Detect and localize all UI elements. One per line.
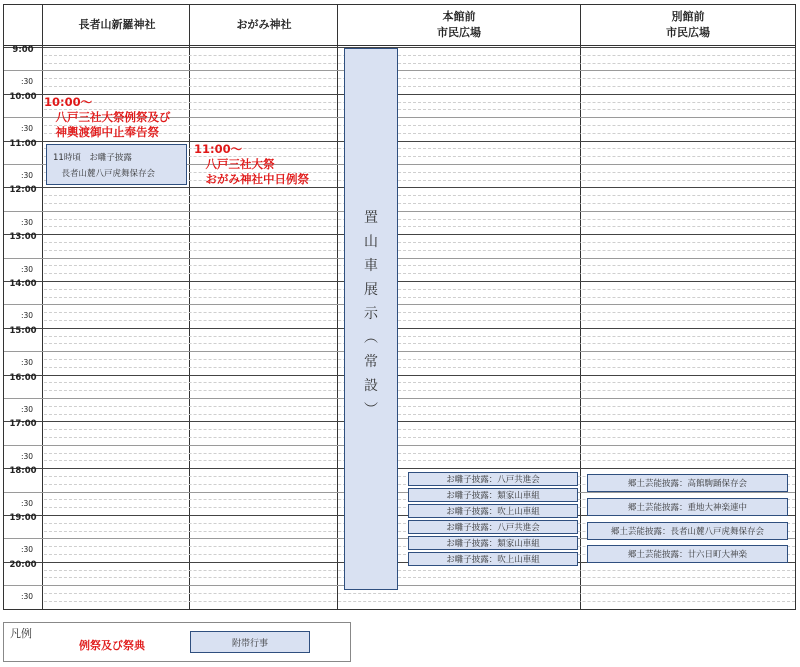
bekkan-item: 郷土芸能披露：重地大神楽連中 bbox=[587, 498, 788, 516]
row-subline bbox=[44, 273, 795, 274]
row-line bbox=[4, 258, 795, 259]
honkan-item: お囃子披露：八戸共進会 bbox=[408, 520, 578, 534]
time-label: 16:00 bbox=[9, 372, 37, 383]
festival-line: 11:00～ bbox=[194, 142, 243, 156]
column-header-bekkan bbox=[580, 5, 796, 45]
festival-event-ogami bbox=[194, 142, 309, 187]
row-subline bbox=[44, 453, 795, 454]
time-label: 18:00 bbox=[9, 466, 37, 477]
festival-line: 八戸三社大祭 bbox=[194, 157, 275, 171]
row-subline bbox=[44, 86, 795, 87]
vertical-char: 設 bbox=[364, 378, 378, 394]
honkan-item: お囃子披露：吹上山車組 bbox=[408, 552, 578, 566]
event-box-toramai bbox=[46, 144, 187, 185]
row-subline bbox=[44, 219, 795, 220]
vertical-char: 車 bbox=[364, 258, 378, 274]
time-label: 19:00 bbox=[9, 513, 37, 523]
row-subline bbox=[44, 367, 795, 368]
row-line bbox=[4, 375, 795, 376]
column-header-line1: 本館前 bbox=[442, 10, 476, 23]
time-label: :30 bbox=[20, 358, 34, 368]
legend-event-swatch bbox=[190, 631, 310, 653]
legend bbox=[3, 622, 351, 662]
festival-line: 10:00～ bbox=[44, 95, 93, 109]
time-label: :30 bbox=[20, 545, 34, 555]
row-line bbox=[4, 351, 795, 352]
event-line: 11時頃 お囃子披露 bbox=[53, 153, 132, 163]
row-line bbox=[4, 187, 795, 188]
row-subline bbox=[44, 78, 795, 79]
time-label: :30 bbox=[20, 124, 34, 134]
row-subline bbox=[44, 390, 795, 391]
row-subline bbox=[44, 437, 795, 438]
header-divider bbox=[4, 45, 795, 46]
row-line bbox=[4, 234, 795, 235]
time-label: 15:00 bbox=[9, 325, 37, 336]
row-subline bbox=[44, 203, 795, 204]
row-line bbox=[4, 328, 795, 329]
festival-line: 八戸三社大祭例祭及び bbox=[44, 110, 171, 124]
time-label: 11:00 bbox=[9, 138, 37, 149]
time-label: :30 bbox=[20, 171, 34, 180]
time-label: :30 bbox=[20, 498, 34, 508]
time-label: :30 bbox=[20, 264, 34, 274]
column-header-line2: 市民広場 bbox=[437, 26, 481, 39]
time-label: 17:00 bbox=[9, 419, 37, 430]
row-subline bbox=[44, 226, 795, 227]
row-subline bbox=[44, 577, 795, 578]
column-header-line1: 別館前 bbox=[671, 10, 705, 23]
time-label: :30 bbox=[20, 77, 34, 87]
row-line bbox=[4, 70, 795, 71]
column-header-line2: 市民広場 bbox=[666, 26, 710, 39]
row-line bbox=[4, 47, 795, 48]
row-subline bbox=[44, 242, 795, 243]
vertical-char: 展 bbox=[364, 282, 378, 298]
column-header-ogami bbox=[190, 5, 338, 45]
row-line bbox=[4, 141, 795, 142]
column-header-honkan bbox=[338, 5, 580, 45]
column-header-line1: おがみ神社 bbox=[236, 18, 292, 31]
row-subline bbox=[44, 320, 795, 321]
bekkan-item: 郷土芸能披露：廿六日町大神楽 bbox=[587, 545, 788, 563]
vertical-char: 山 bbox=[364, 234, 378, 250]
dashi-display-text bbox=[359, 210, 383, 426]
legend-festival-label: 例祭及び祭典 bbox=[79, 639, 145, 652]
legend-title: 凡例 bbox=[10, 627, 32, 640]
vertical-char: 置 bbox=[364, 210, 378, 226]
row-subline bbox=[44, 195, 795, 196]
festival-line: 神輿渡御中止奉告祭 bbox=[44, 125, 159, 139]
time-label: 13:00 bbox=[9, 232, 37, 243]
row-subline bbox=[44, 414, 795, 415]
bekkan-item: 郷土芸能披露：高館駒踊保存会 bbox=[587, 474, 788, 492]
vertical-char: 常 bbox=[364, 354, 378, 370]
time-label: :30 bbox=[20, 405, 34, 414]
row-subline bbox=[44, 297, 795, 298]
time-label: 14:00 bbox=[9, 279, 37, 289]
bekkan-item: 郷土芸能披露：長者山麓八戸虎舞保存会 bbox=[587, 522, 788, 540]
row-subline bbox=[44, 265, 795, 266]
honkan-item: お囃子披露：類家山車組 bbox=[408, 536, 578, 550]
schedule-grid bbox=[3, 4, 796, 610]
time-label: 9:00 bbox=[12, 45, 34, 55]
row-subline bbox=[44, 429, 795, 430]
time-label: 10:00 bbox=[9, 91, 37, 102]
time-label: :30 bbox=[20, 451, 34, 461]
time-label: 20:00 bbox=[9, 559, 37, 570]
column-header-line1: 長者山新羅神社 bbox=[78, 18, 156, 31]
row-subline bbox=[44, 460, 795, 461]
time-label: :30 bbox=[20, 311, 34, 321]
row-line bbox=[4, 585, 795, 586]
row-line bbox=[4, 445, 795, 446]
row-subline bbox=[44, 593, 795, 594]
honkan-item: お囃子披露：類家山車組 bbox=[408, 488, 578, 502]
row-line bbox=[4, 211, 795, 212]
column-divider bbox=[189, 5, 190, 609]
row-subline bbox=[44, 336, 795, 337]
festival-event-chojasan bbox=[44, 95, 171, 140]
vertical-char: 示 bbox=[364, 306, 378, 322]
vertical-char: ︶ bbox=[364, 402, 378, 418]
time-label: :30 bbox=[20, 217, 34, 227]
column-divider bbox=[42, 5, 43, 609]
row-subline bbox=[44, 359, 795, 360]
column-divider bbox=[337, 5, 338, 609]
row-subline bbox=[44, 601, 795, 602]
row-line bbox=[4, 398, 795, 399]
time-label: :30 bbox=[20, 592, 34, 602]
festival-line: おがみ神社中日例祭 bbox=[194, 172, 309, 186]
row-line bbox=[4, 421, 795, 422]
legend-event-label: 附帯行事 bbox=[231, 638, 268, 649]
row-line bbox=[4, 468, 795, 469]
column-divider bbox=[580, 5, 581, 609]
row-line bbox=[4, 304, 795, 305]
honkan-item: お囃子披露：吹上山車組 bbox=[408, 504, 578, 518]
row-line bbox=[4, 281, 795, 282]
event-line: 長者山麓八戸虎舞保存会 bbox=[53, 169, 156, 179]
vertical-char: ︵ bbox=[364, 330, 378, 346]
row-subline bbox=[44, 406, 795, 407]
row-subline bbox=[44, 55, 795, 56]
column-header-chojasan bbox=[44, 5, 190, 45]
row-subline bbox=[44, 382, 795, 383]
time-label: 12:00 bbox=[9, 185, 37, 196]
row-subline bbox=[44, 343, 795, 344]
row-subline bbox=[44, 312, 795, 313]
row-subline bbox=[44, 570, 795, 571]
row-subline bbox=[44, 289, 795, 290]
row-subline bbox=[44, 63, 795, 64]
honkan-item: お囃子披露：八戸共進会 bbox=[408, 472, 578, 486]
row-subline bbox=[44, 250, 795, 251]
